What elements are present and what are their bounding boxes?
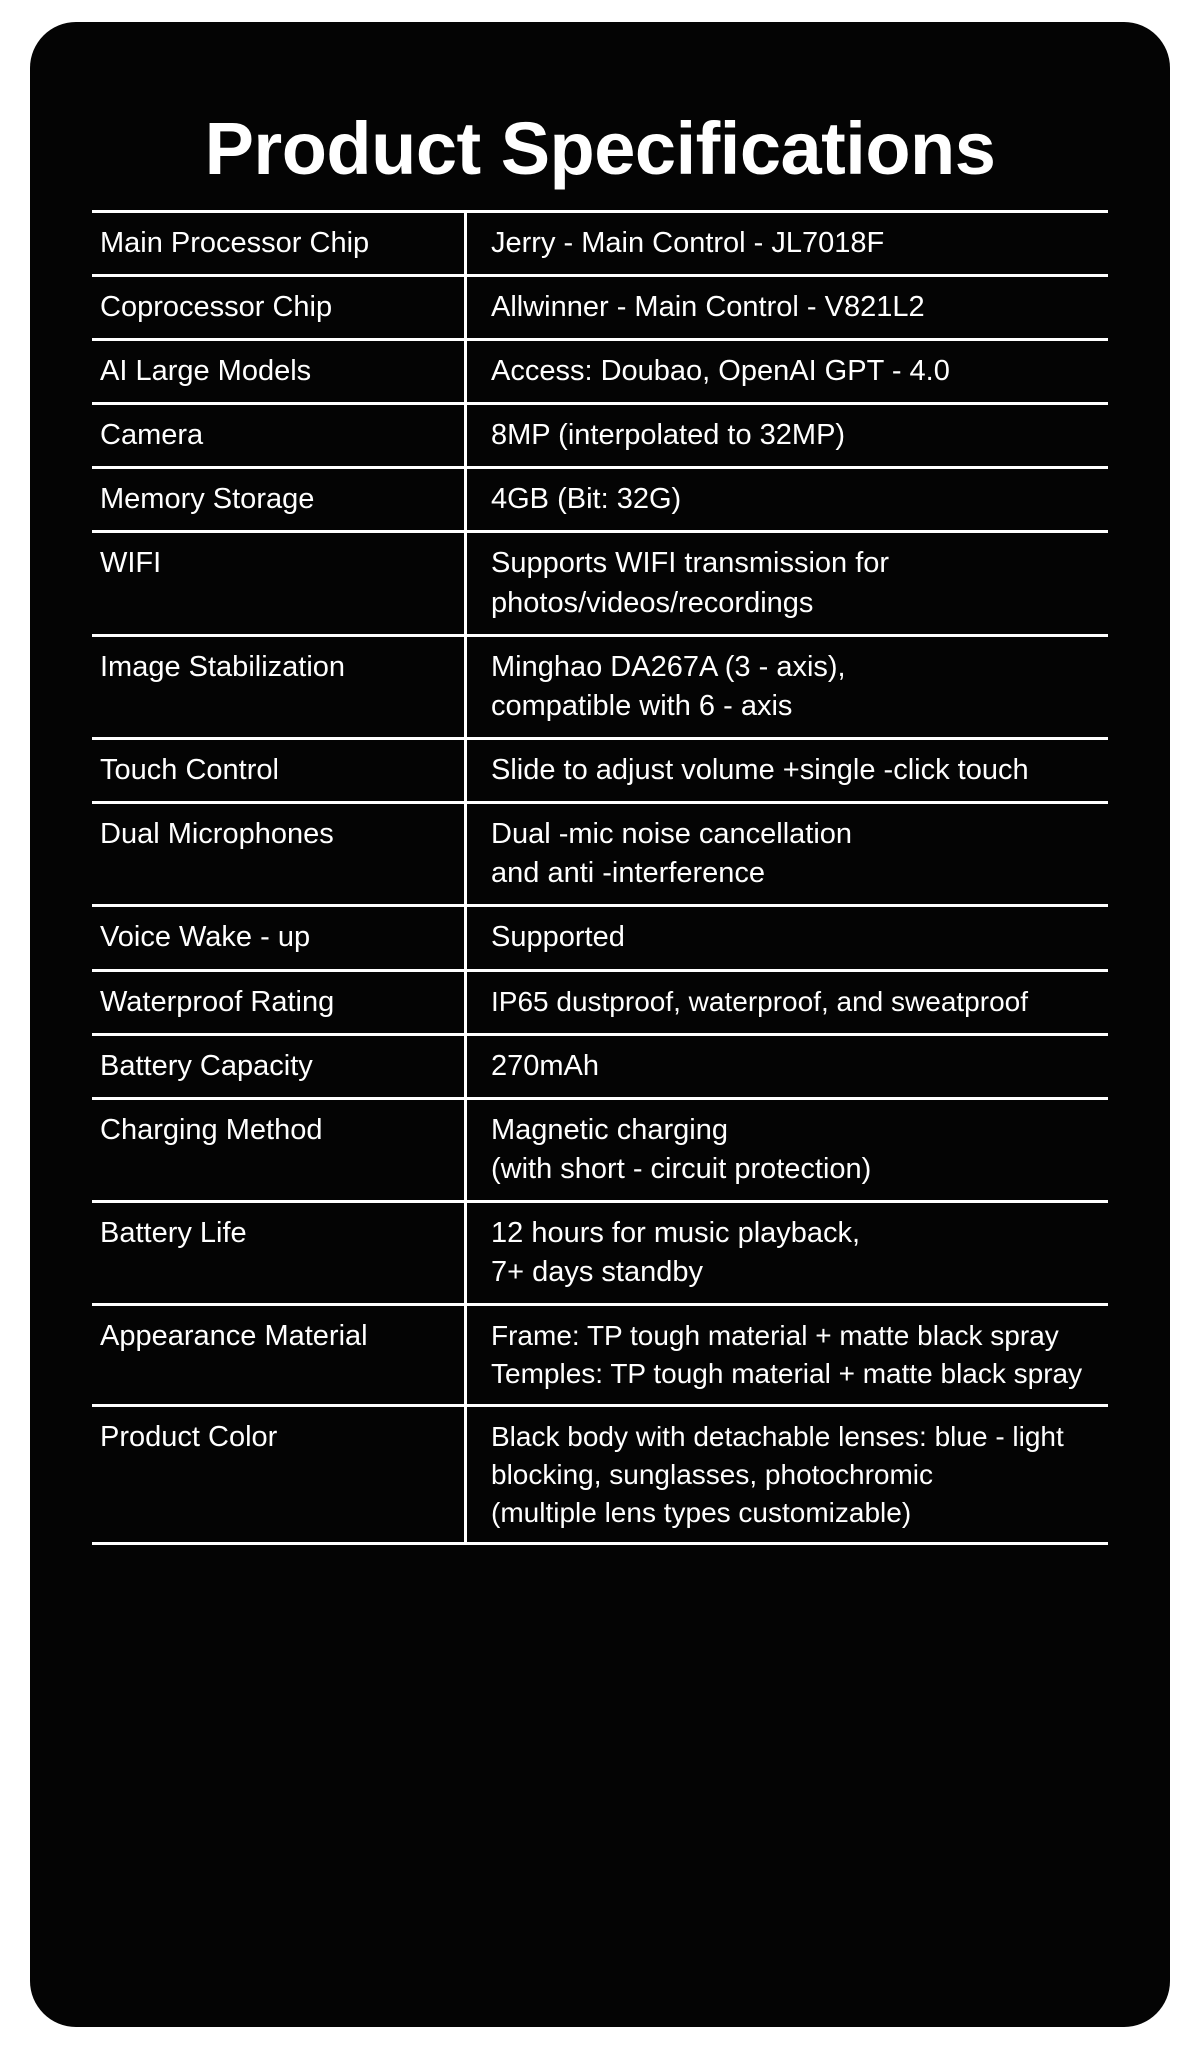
spec-value	[466, 1202, 1109, 1305]
spec-label: Image Stabilization	[92, 635, 466, 738]
table-row	[92, 738, 1108, 802]
spec-value-line: 270mAh	[491, 1049, 600, 1082]
spec-label: Voice Wake - up	[92, 906, 466, 970]
spec-value-line: Supports WIFI transmission for	[491, 547, 890, 580]
table-row	[92, 1098, 1108, 1201]
table-row	[92, 906, 1108, 970]
spec-value-line: 12 hours for music playback,	[491, 1217, 861, 1250]
spec-value-line: Supported	[491, 921, 625, 954]
spec-value-line: 7+ days standby	[491, 1256, 704, 1289]
spec-label: Appearance Material	[92, 1305, 466, 1406]
spec-value-line: Black body with detachable lenses: blue - light	[491, 1420, 1064, 1452]
spec-value-line: (multiple lens types customizable)	[491, 1496, 912, 1528]
spec-value	[466, 1405, 1109, 1543]
spec-label: Charging Method	[92, 1098, 466, 1201]
spec-value	[466, 970, 1109, 1034]
table-row	[92, 275, 1108, 339]
spec-value-line: Dual -mic noise cancellation	[491, 818, 853, 851]
spec-label: Product Color	[92, 1405, 466, 1543]
table-row	[92, 1305, 1108, 1406]
spec-value	[466, 1098, 1109, 1201]
table-row	[92, 970, 1108, 1034]
spec-label: WIFI	[92, 532, 466, 635]
spec-label: AI Large Models	[92, 339, 466, 403]
spec-value	[466, 532, 1109, 635]
spec-label: Battery Capacity	[92, 1034, 466, 1098]
specifications-table	[92, 210, 1108, 1546]
spec-value-line: 4GB (Bit: 32G)	[491, 483, 682, 516]
spec-label: Waterproof Rating	[92, 970, 466, 1034]
table-row	[92, 404, 1108, 468]
spec-value	[466, 803, 1109, 906]
spec-label: Memory Storage	[92, 468, 466, 532]
spec-value	[466, 275, 1109, 339]
table-row	[92, 468, 1108, 532]
spec-value-line: Minghao DA267A (3 - axis),	[491, 650, 846, 683]
specifications-table-body	[92, 211, 1108, 1544]
spec-value-line: photos/videos/recordings	[491, 586, 814, 619]
spec-card	[30, 22, 1170, 2027]
spec-value	[466, 635, 1109, 738]
page-title: Product Specifications	[204, 107, 996, 190]
spec-value	[466, 468, 1109, 532]
spec-value-line: IP65 dustproof, waterproof, and sweatproof	[491, 985, 1028, 1017]
spec-value-line: Jerry - Main Control - JL7018F	[491, 226, 885, 259]
spec-value	[466, 738, 1109, 802]
table-row	[92, 1405, 1108, 1543]
spec-value-line: compatible with 6 - axis	[491, 689, 793, 722]
spec-value	[466, 1034, 1109, 1098]
table-row	[92, 211, 1108, 275]
spec-value-line: Frame: TP tough material + matte black spray	[491, 1320, 1059, 1352]
spec-label: Coprocessor Chip	[92, 275, 466, 339]
table-row	[92, 339, 1108, 403]
spec-value-line: Slide to adjust volume +single -click touch	[491, 753, 1029, 786]
spec-label: Battery Life	[92, 1202, 466, 1305]
spec-value-line: Temples: TP tough material + matte black spray	[491, 1358, 1083, 1390]
spec-label: Dual Microphones	[92, 803, 466, 906]
spec-label: Main Processor Chip	[92, 211, 466, 275]
spec-label: Camera	[92, 404, 466, 468]
spec-value	[466, 404, 1109, 468]
card-bottom-spacer	[92, 1545, 1108, 1987]
table-row	[92, 803, 1108, 906]
spec-value	[466, 906, 1109, 970]
table-row	[92, 1034, 1108, 1098]
spec-label: Touch Control	[92, 738, 466, 802]
spec-value	[466, 1305, 1109, 1406]
spec-value-line: Allwinner - Main Control - V821L2	[491, 290, 925, 323]
spec-value-line: 8MP (interpolated to 32MP)	[491, 419, 846, 452]
spec-value	[466, 339, 1109, 403]
spec-value	[466, 211, 1109, 275]
table-row	[92, 532, 1108, 635]
spec-value-line: Magnetic charging	[491, 1113, 728, 1146]
spec-value-line: blocking, sunglasses, photochromic	[491, 1458, 934, 1490]
table-row	[92, 1202, 1108, 1305]
spec-value-line: (with short - circuit protection)	[491, 1152, 872, 1185]
spec-value-line: Access: Doubao, OpenAI GPT - 4.0	[491, 354, 950, 387]
spec-value-line: and anti -interference	[491, 857, 766, 890]
table-row	[92, 635, 1108, 738]
